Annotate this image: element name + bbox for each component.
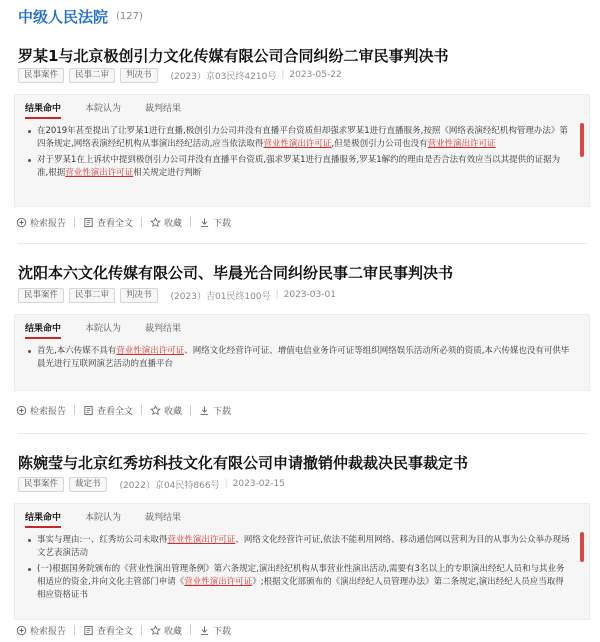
snippet-list	[27, 345, 571, 386]
case-tag[interactable]: 判决书	[120, 68, 158, 83]
tab-court-opinion[interactable]: 本院认为	[85, 104, 122, 114]
case-tag[interactable]: 民事案件	[18, 477, 64, 492]
action-separator	[74, 217, 75, 227]
download-icon	[199, 405, 213, 416]
action-label: 下载	[213, 626, 232, 637]
snippet-panel	[14, 314, 590, 391]
snippet-panel	[14, 94, 590, 207]
action-label: 检索报告	[30, 406, 67, 417]
case-date: 2023-03-01	[283, 290, 336, 300]
case-divider	[18, 433, 588, 434]
action-label: 下载	[213, 218, 232, 229]
case-date: 2023-02-15	[232, 479, 285, 489]
document-icon	[83, 217, 97, 228]
case-number: (2023）吉01民终100号	[170, 291, 271, 302]
panel-scrollbar[interactable]	[580, 123, 584, 157]
action-bar	[16, 403, 239, 417]
action-label: 收藏	[164, 626, 183, 637]
panel-tabs	[25, 101, 205, 117]
view-full-text-button[interactable]	[83, 216, 133, 229]
case-tag[interactable]: 裁定书	[69, 477, 107, 492]
download-button[interactable]	[199, 216, 231, 229]
tab-judgment[interactable]: 裁判结果	[145, 104, 182, 114]
action-label: 检索报告	[30, 218, 67, 229]
snippet-text: 相关规定进行判断	[133, 168, 202, 178]
case-tag[interactable]: 民事案件	[18, 288, 64, 303]
court-header	[18, 4, 143, 28]
action-separator	[74, 625, 75, 635]
tab-court-opinion[interactable]: 本院认为	[85, 324, 122, 334]
snippet-item	[27, 154, 571, 180]
case-tag[interactable]: 民事案件	[18, 68, 64, 83]
report-button[interactable]	[16, 624, 66, 637]
report-button[interactable]	[16, 404, 66, 417]
snippet-item	[27, 534, 571, 560]
highlight-keyword: 营业性演出许可证	[116, 346, 185, 356]
star-icon	[150, 217, 164, 228]
download-icon	[199, 625, 213, 636]
add-circle-icon	[16, 217, 30, 228]
highlight-keyword: 营业性演出许可证	[263, 139, 332, 149]
action-label: 收藏	[164, 218, 183, 229]
highlight-keyword: 营业性演出许可证	[427, 139, 496, 149]
case-tag[interactable]: 民事二审	[69, 288, 115, 303]
case-meta-row	[18, 67, 342, 83]
action-label: 下载	[213, 406, 232, 417]
download-button[interactable]	[199, 624, 231, 637]
snippet-item	[27, 125, 571, 151]
download-button[interactable]	[199, 404, 231, 417]
snippet-text: 对于罗某1在上诉状中提到极创引力公司并没有直播平台资质,强求罗某1进行直播服务,罗某1解约的理由是否合法有效应当以其提供的证据为准,根据	[37, 155, 561, 178]
snippet-text: 、网络文化经营许可证、增值电信业务许可证等组织网络娱乐活动所必须的资质,本六传媒也没有可供毕晨光进行互联网演艺活动的直播平台	[37, 346, 570, 369]
panel-tabs	[25, 321, 205, 337]
highlight-keyword: 营业性演出许可证	[167, 535, 236, 545]
document-icon	[83, 625, 97, 636]
action-bar	[16, 215, 239, 229]
action-separator	[141, 625, 142, 635]
tab-judgment[interactable]: 裁判结果	[145, 324, 182, 334]
action-label: 查看全文	[97, 406, 134, 417]
tab-hits[interactable]: 结果命中	[25, 101, 61, 117]
snippet-panel	[14, 503, 590, 620]
case-title[interactable]: 沈阳本六文化传媒有限公司、毕晨光合同纠纷民事二审民事判决书	[18, 264, 454, 282]
action-label: 查看全文	[97, 626, 134, 637]
snippet-text: 》;根据文化部颁布的《演出经纪人员管理办法》第二条规定,演出经纪人员应当取得相应资格证书	[37, 577, 564, 600]
star-icon	[150, 625, 164, 636]
case-meta-row	[18, 476, 285, 492]
action-label: 查看全文	[97, 218, 134, 229]
case-number: (2023）京03民终4210号	[170, 71, 277, 82]
favorite-button[interactable]	[150, 216, 182, 229]
report-button[interactable]	[16, 216, 66, 229]
snippet-list	[27, 125, 571, 202]
case-title[interactable]: 罗某1与北京极创引力文化传媒有限公司合同纠纷二审民事判决书	[18, 47, 449, 65]
snippet-list	[27, 534, 571, 615]
snippet-text: 、网络文化经营许可证,依法不能利用网络、移动通信网以营利为目的从事为公众举办现场文艺表演活动	[37, 535, 570, 558]
add-circle-icon	[16, 625, 30, 636]
meta-separator: |	[224, 479, 228, 489]
highlight-keyword: 营业性演出许可证	[184, 577, 253, 587]
view-full-text-button[interactable]	[83, 624, 133, 637]
action-separator	[190, 625, 191, 635]
action-separator	[190, 405, 191, 415]
action-label: 收藏	[164, 406, 183, 417]
meta-separator: |	[275, 290, 279, 300]
tab-hits[interactable]: 结果命中	[25, 321, 61, 337]
tab-court-opinion[interactable]: 本院认为	[85, 513, 122, 523]
favorite-button[interactable]	[150, 624, 182, 637]
tab-judgment[interactable]: 裁判结果	[145, 513, 182, 523]
action-separator	[141, 405, 142, 415]
panel-tabs	[25, 510, 205, 526]
case-tag[interactable]: 民事二审	[69, 68, 115, 83]
action-label: 检索报告	[30, 626, 67, 637]
case-divider	[18, 243, 588, 244]
case-date: 2023-05-22	[289, 70, 342, 80]
case-tag[interactable]: 判决书	[120, 288, 158, 303]
case-title[interactable]: 陈婉莹与北京红秀坊科技文化有限公司申请撤销仲裁裁决民事裁定书	[18, 454, 469, 472]
document-icon	[83, 405, 97, 416]
case-meta-row	[18, 287, 336, 303]
add-circle-icon	[16, 405, 30, 416]
panel-scrollbar[interactable]	[580, 532, 584, 562]
snippet-text: 在2019年甚至提出了让罗某1进行直播,极创引力公司并没有直播平台资质但却强求罗某1进行直播服务,按照《网络表演经纪机构管理办法》第四条规定,网络表演经纪机构从事演出经纪活动,应当依法取得	[37, 126, 568, 149]
snippet-text: (一)根据国务院颁布的《营业性演出管理条例》第六条规定,演出经纪机构从事营业性演出活动,需要有3名以上的专职演出经纪人员和与其业务相适应的资金,并向文化主管部门申请《	[37, 564, 565, 587]
highlight-keyword: 营业性演出许可证	[65, 168, 134, 178]
case-number: (2022）京04民特866号	[119, 480, 220, 491]
court-count: (127)	[116, 10, 143, 22]
snippet-item	[27, 345, 571, 371]
favorite-button[interactable]	[150, 404, 182, 417]
action-bar	[16, 623, 239, 637]
action-separator	[74, 405, 75, 415]
tab-hits[interactable]: 结果命中	[25, 510, 61, 526]
meta-separator: |	[281, 70, 285, 80]
view-full-text-button[interactable]	[83, 404, 133, 417]
court-title[interactable]: 中级人民法院	[18, 7, 109, 26]
action-separator	[190, 217, 191, 227]
action-separator	[141, 217, 142, 227]
snippet-item	[27, 563, 571, 602]
snippet-text: 首先,本六传媒不具有	[37, 346, 117, 356]
snippet-text: 事实与理由:一、红秀坊公司未取得	[37, 535, 168, 545]
download-icon	[199, 217, 213, 228]
snippet-text: ,但是极创引力公司也没有	[331, 139, 428, 149]
star-icon	[150, 405, 164, 416]
